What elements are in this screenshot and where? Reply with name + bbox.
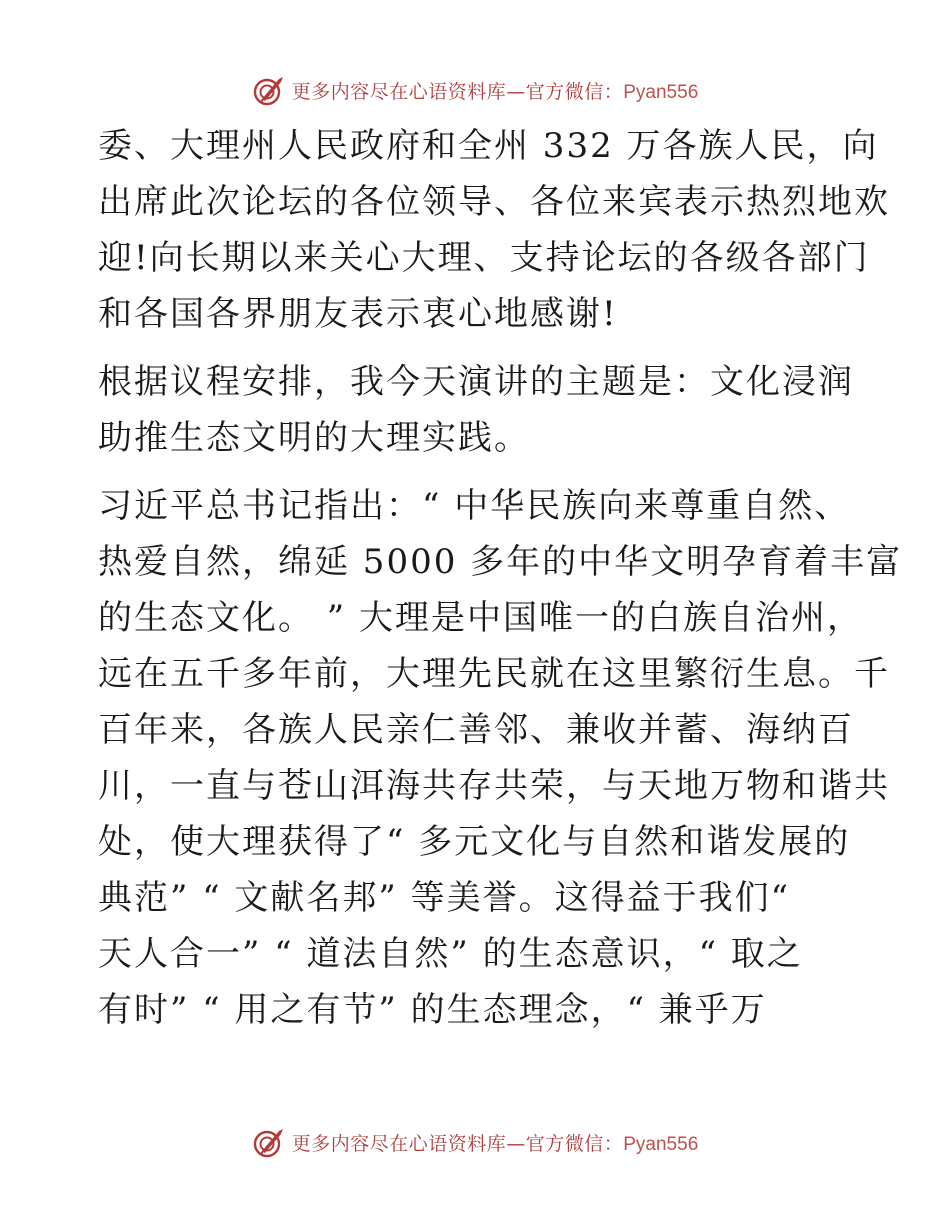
banner-wechat-label: 官方微信：	[525, 80, 624, 103]
text-line: 根据议程安排，我今天演讲的主题是：文化浸润	[98, 362, 854, 402]
banner-wechat-label: 官方微信：	[525, 1132, 624, 1155]
text-line: 天人合一” “ 道法自然” 的生态意识，“ 取之	[98, 934, 803, 974]
banner-dash: —	[506, 80, 526, 103]
document-body	[98, 118, 903, 1050]
banner-dash: —	[506, 1132, 526, 1155]
text-line: 习近平总书记指出：“ 中华民族向来尊重自然、	[98, 486, 851, 526]
banner-slogan: 更多内容尽在心语资料库	[291, 80, 507, 103]
text-line: 委、大理州人民政府和全州 332 万各族人民，向	[98, 126, 879, 166]
paragraph-1	[98, 118, 890, 342]
banner-slogan: 更多内容尽在心语资料库	[291, 1132, 507, 1155]
paragraph-3	[98, 478, 903, 1038]
quill-logo-icon	[252, 1125, 286, 1159]
text-line: 迎!向长期以来关心大理、支持论坛的各级各部门	[98, 238, 870, 278]
text-line: 的生态文化。 ” 大理是中国唯一的白族自治州，	[98, 598, 863, 638]
text-line: 百年来，各族人民亲仁善邻、兼收并蓄、海纳百	[98, 710, 854, 750]
text-line: 川，一直与苍山洱海共存共荣，与天地万物和谐共	[98, 766, 890, 806]
text-line: 和各国各界朋友表示衷心地感谢!	[98, 294, 618, 334]
banner-text	[292, 77, 699, 104]
text-line: 处，使大理获得了“ 多元文化与自然和谐发展的	[98, 822, 851, 862]
text-line: 有时” “ 用之有节” 的生态理念，“ 兼乎万	[98, 990, 767, 1030]
header-banner	[0, 70, 950, 110]
text-line: 助推生态文明的大理实践。	[98, 418, 530, 458]
footer-banner	[0, 1122, 950, 1162]
banner-wechat-id: Pyan556	[623, 81, 699, 103]
paragraph-2	[98, 354, 858, 466]
text-line: 出席此次论坛的各位领导、各位来宾表示热烈地欢	[98, 182, 890, 222]
text-line: 远在五千多年前，大理先民就在这里繁衍生息。千	[98, 654, 890, 694]
quill-logo-icon	[252, 73, 286, 107]
banner-text	[292, 1129, 699, 1156]
text-line: 典范” “ 文献名邦” 等美誉。这得益于我们“	[98, 878, 790, 918]
banner-wechat-id: Pyan556	[623, 1133, 699, 1155]
text-line: 热爱自然，绵延 5000 多年的中华文明孕育着丰富	[98, 542, 903, 582]
